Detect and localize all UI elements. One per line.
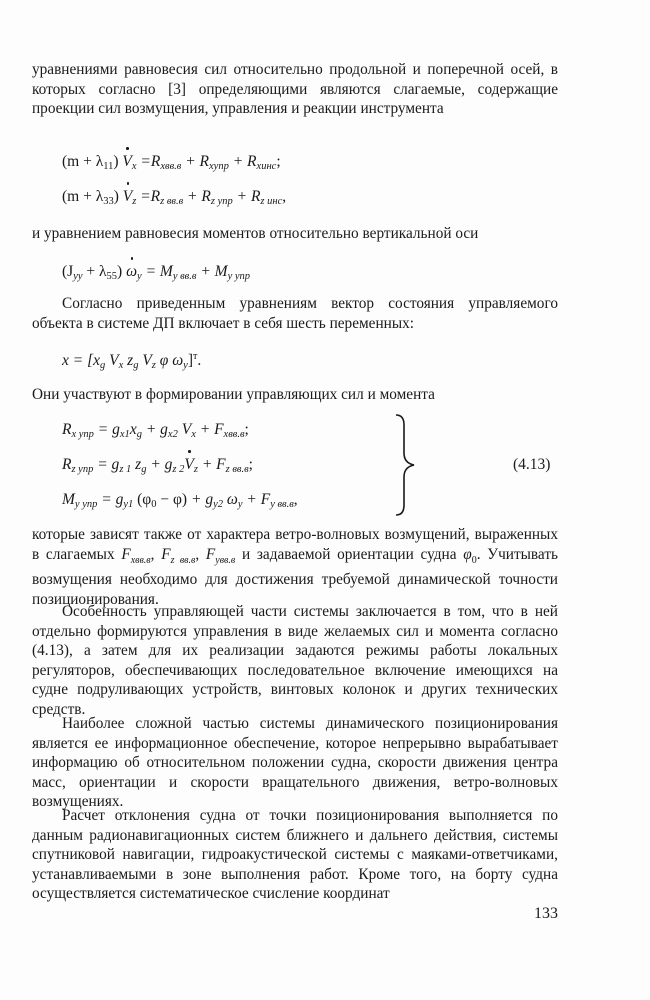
paragraph-8-text: Расчет отклонения судна от точки позиционирования выполняется по данным радионавигационных систем ближнего и дальнего действия, системы спутниковой навигации, гидроакустической системы с маяками-ответчиками, устанавливаемыми в зоне выполнения работ. Кроме того, на борту судна осуществляется систематическое счисление координат [32,807,558,902]
paragraph-7-text: Наиболее сложной частью системы динамического позиционирования является ее информационное обеспечение, которое непрерывно вырабатывает информацию об относительном положении судна, скорости движения центра масс, ориентации и скорости вращательного движения, ветро-волновых возмущениях. [32,715,558,810]
paragraph-8 [32,806,558,904]
paragraph-3-text: Согласно приведенным уравнениям вектор состояния управляемого объекта в системе ДП включает в себя шесть переменных: [32,295,558,332]
equation-number: (4.13) [513,456,551,473]
paragraph-5 [32,525,558,609]
dotted-omega-y: ω [126,263,138,280]
equation-control-moment: $M_{y упр} = g_{y1}$ $(\varphi_0 - \varphi) + g_{y2}$ $\omega_y + F_{y вв.в}$, [62,491,298,510]
equation-state-vector: $x = [x_g$ $V_x$ $z_g$ $V_z$ φ $\omega_y]^т$. [62,351,202,372]
paragraph-6 [32,602,558,719]
paragraph-1 [32,60,558,119]
paragraph-3 [32,294,558,333]
paragraph-4 [32,385,558,405]
paragraph-2 [32,224,558,244]
equation-force-z: $(m + \lambda_{33})$ $V_z =R_{z вв.в} + R_{z упр} + R_{z инс}$, [62,188,287,207]
equation-moment: $(J_{yy} + \lambda_{55}) \omega_y = M_{y вв.в} + M_{y упр}$ [62,263,251,282]
dotted-velocity-z-control: V [184,456,194,473]
paragraph-5-text: которые зависят также от характера ветро-волновых возмущений, выраженных в слагаемых $F_{xвв.в}$, $F_{z вв.в}$, $F_{yвв.в}$ и задаваемой ориентации судна $\varphi_0$. Учитывать возмущения необходимо для достижения требуемой динамической точности позиционирования. [32,526,558,608]
equation-control-x: $R_{x упр} = g_{x1}x_g + g_{x2}$ $V_x + F_{xвв.в}$; [62,421,249,440]
paragraph-6-text: Особенность управляющей части системы заключается в том, что в ней отдельно формируются управления в виде желаемых сил и момента согласно (4.13), а затем для их реализации задаются режимы работы локальных регуляторов, обеспечивающих последовательное включение имеющихся на судне подруливающих устройств, винтовых колонок и других технических средств. [32,603,558,718]
paragraph-2-text: и уравнением равновесия моментов относительно вертикальной оси [32,225,479,242]
dotted-velocity-z: V [122,188,133,205]
page-number: 133 [534,905,558,922]
dotted-velocity-x: V [122,153,132,170]
equation-force-x: $(m + \lambda_{11})$ $V_x =R_{xвв.в} + R_{xупр} + R_{xинс}$; [62,153,281,172]
paragraph-1-text: уравнениями равновесия сил относительно продольной и поперечной осей, в которых согласно [3] определяющими являются слагаемые, содержащие проекции сил возмущения, управления и реакции инструмента [32,61,558,117]
right-brace-icon [392,413,422,517]
paragraph-7 [32,714,558,812]
paragraph-4-text: Они участвуют в формировании управляющих сил и момента [32,386,435,403]
equation-control-z: $R_{z упр} = g_{z 1}$ $z_g + g_{z 2}V_z + F_{z вв.в}$; [62,456,253,475]
